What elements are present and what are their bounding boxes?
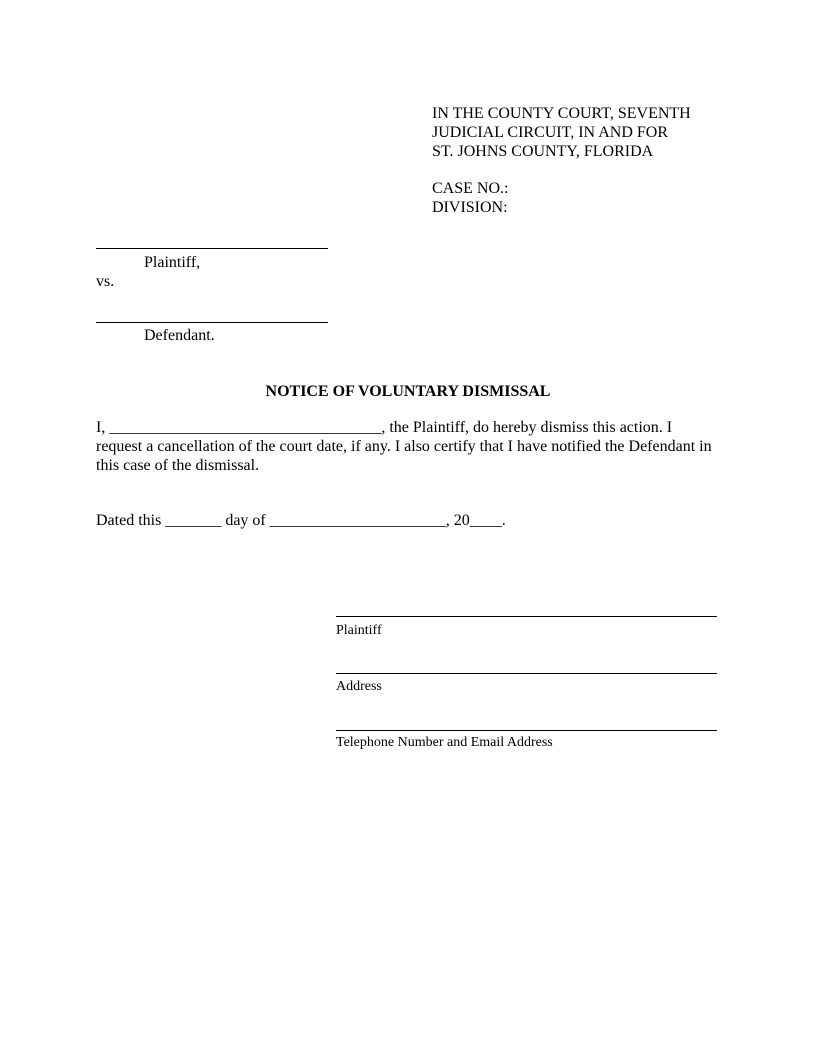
document-title: NOTICE OF VOLUNTARY DISMISSAL: [265, 383, 551, 400]
phone-email-label: Telephone Number and Email Address: [336, 735, 553, 750]
court-header-line-1: IN THE COUNTY COURT, SEVENTH: [432, 105, 691, 122]
body-line-1: [96, 418, 672, 437]
plaintiff-signature-label: Plaintiff: [336, 623, 382, 638]
body-line-2: request a cancellation of the court date, if any. I also certify that I have notified the Defendant in: [96, 438, 712, 455]
body-line-1-suffix: , the Plaintiff, do hereby dismiss this action. I: [381, 419, 673, 436]
body-line-3: this case of the dismissal.: [96, 457, 260, 474]
defendant-caption-label: Defendant.: [144, 327, 215, 344]
plaintiff-name-line: [96, 248, 328, 249]
address-label: Address: [336, 679, 382, 694]
division-label: DIVISION:: [432, 199, 508, 216]
plaintiff-signature-line: [336, 616, 717, 617]
court-header-line-3: ST. JOHNS COUNTY, FLORIDA: [432, 143, 654, 160]
address-line: [336, 673, 717, 674]
phone-email-line: [336, 730, 717, 731]
plaintiff-caption-label: Plaintiff,: [144, 254, 201, 271]
defendant-name-line: [96, 322, 328, 323]
dated-line: Dated this _______ day of ______________________, 20____.: [96, 512, 506, 529]
case-number-label: CASE NO.:: [432, 180, 509, 197]
versus-label: vs.: [96, 273, 115, 290]
plaintiff-name-blank: __________________________________: [109, 419, 382, 436]
body-line-1-prefix: I,: [96, 419, 110, 436]
court-header-line-2: JUDICIAL CIRCUIT, IN AND FOR: [432, 124, 668, 141]
